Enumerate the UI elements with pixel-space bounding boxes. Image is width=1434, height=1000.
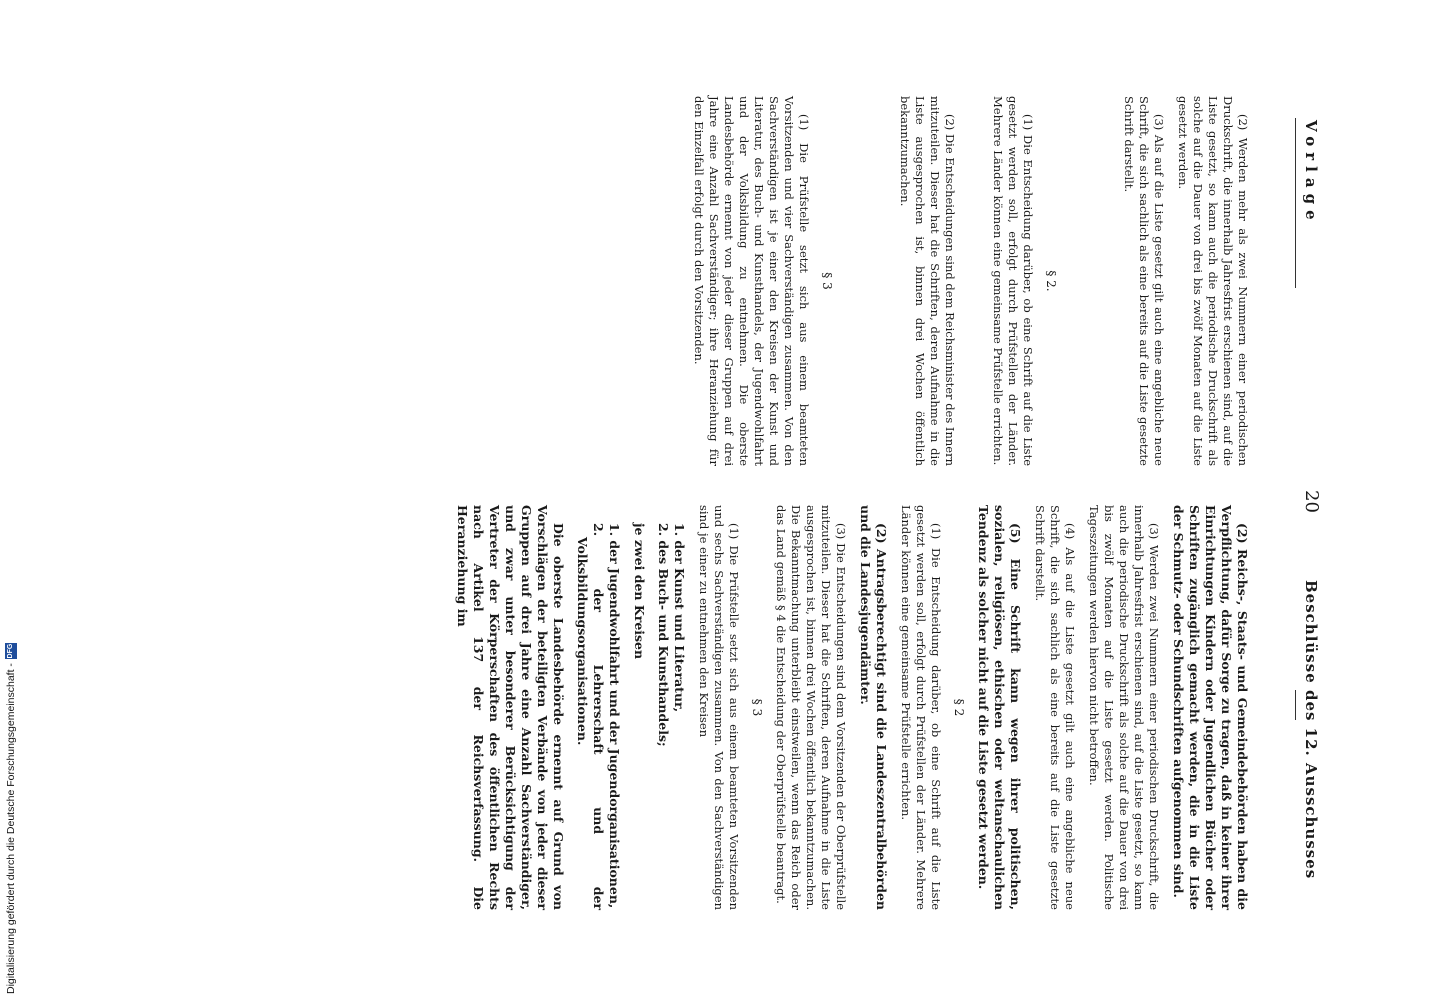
paragraph: (1) Die Entscheidung darüber, ob eine Schrift auf die Liste gesetzt werden soll, erfolgt durch Prüfstellen der Länder. Mehrere Länder können eine gemeinsame Prüfstelle errichten. [899, 505, 943, 910]
paragraph: (4) Als auf die Liste gesetzt gilt auch eine angebliche neue Schrift, die sich sachlich als eine bereits auf die Liste gesetzte Schrift darstellt. [1033, 505, 1077, 910]
right-column-beschluesse [445, 505, 1250, 910]
paragraph: (2) Antragsberechtigt sind die Landeszentralbehörden und die Landesjugendämter. [858, 505, 889, 910]
dfg-logo-icon: DFG [5, 643, 17, 659]
paragraph: (3) Werden zwei Nummern einer periodischen Druckschrift, die innerhalb Jahresfrist erschienen sind, auf die Liste gesetzt, so kann auch die periodische Druckschrift als solche auf die Dauer von drei bis zwölf Monaten auf die Liste gesetzt werden. Politische Tageszeitungen werden hiervon nicht betroffen. [1087, 505, 1161, 910]
list [655, 505, 687, 910]
credit-text: Digitalisierung gefördert durch die Deutsche Forschungsgemeinschaft - [5, 663, 17, 994]
paragraph: (3) Die Entscheidungen sind dem Vorsitzenden der Oberprüfstelle mitzuteilen. Dieser hat die Schriften, deren Aufnahme in die Liste ausgesprochen ist, binnen drei Wochen öffentlich bekanntzumachen. Die Bekanntmachung unterbleibt einstweilen, wenn das Reich oder das Land gemäß § 4 die Entscheidung der Oberprüfstelle beantragt. [774, 505, 848, 910]
header-left-title: Vorlage [1302, 120, 1320, 226]
page-number: 20 [1301, 490, 1322, 513]
header-right-title: Beschlüsse des 12. Ausschusses [1302, 580, 1320, 880]
list-item: 1. der Jugendwohlfahrt und der Jugendorganisationen, [607, 523, 622, 909]
paragraph: (5) Eine Schrift kann wegen ihrer politischen, sozialen, religiösen, ethischen oder weltanschaulichen Tendenz als solcher nicht auf die Liste gesetzt werden. [976, 505, 1023, 910]
paragraph: (2) Die Entscheidungen sind dem Reichsminister des Innern mitzuteilen. Dieser hat die Schriften, deren Aufnahme in die Liste ausgesprochen ist, binnen drei Wochen öffentlich bekanntzumachen. [898, 96, 957, 466]
section-heading: § 2. [1044, 270, 1058, 292]
document-page [80, 0, 1340, 1000]
paragraph: Die oberste Landesbehörde ernennt auf Grund von Vorschlägen der beteiligten Verbände von jeder dieser Gruppen auf drei Jahre eine Anzahl Sachverständiger, und zwar unter besonderer Berücksichtigung der Vertreter der Körperschaften des öffentlichen Rechts nach Artikel 137 der Reichsverfassung. Die Heranziehung im [455, 505, 566, 910]
paragraph: (1) Die Prüfstelle setzt sich aus einem beamteten Vorsitzenden und sechs Sachverständigen zusammen. Von den Sachverständigen sind je einer zu entnehmen den Kreisen [697, 505, 741, 910]
left-column-vorlage [682, 96, 1250, 466]
paragraph: (2) Werden mehr als zwei Nummern einer periodischen Druckschrift, die innerhalb Jahresfrist erschienen sind, auf die Liste gesetzt, so kann auch die periodische Druckschrift als solche auf die Dauer von drei bis zwölf Monaten auf die Liste gesetzt werden. [1176, 96, 1250, 466]
list [574, 505, 622, 910]
paragraph: (1) Die Prüfstelle setzt sich aus einem beamteten Vorsitzenden und vier Sachverständigen zusammen. Von den Sachverständigen ist je einer den Kreisen der Kunst und Literatur, des Buch- und Kunsthandels, der Jugendwohlfahrt und der Volksbildung zu entnehmen. Die oberste Landesbehörde ernennt von jeder dieser Gruppen auf drei Jahre eine Anzahl Sachverständiger; ihre Heranziehung für den Einzelfall erfolgt durch den Vorsitzenden. [692, 96, 811, 466]
header-right-rule [1295, 690, 1296, 720]
section-heading: § 2 [952, 698, 966, 717]
paragraph: (2) Reichs-, Staats- und Gemeindebehörden haben die Verpflichtung, dafür Sorge zu tragen, daß in keiner ihrer Einrichtungen Kindern oder Jugendlichen Bücher oder Schriften zugänglich gemacht werden, die in die Liste der Schmutz- oder Schundschriften aufgenommen sind. [1171, 505, 1250, 910]
list-item: 2. der Lehrerschaft und der Volksbildungsorganisationen. [575, 523, 606, 910]
list-item: 2. des Buch- und Kunsthandels; [656, 523, 671, 747]
digitization-credit [3, 643, 403, 1000]
paragraph: je zwei den Kreisen [632, 523, 647, 660]
section-heading: § 3 [820, 272, 834, 290]
section-heading: § 3 [750, 698, 764, 717]
page-header [1282, 0, 1322, 1000]
paragraph: (3) Als auf die Liste gesetzt gilt auch eine angebliche neue Schrift, die sich sachlich als eine bereits auf die Liste gesetzte Schrift darstellt. [1122, 96, 1166, 466]
paragraph: (1) Die Entscheidung darüber, ob eine Schrift auf die Liste gesetzt werden soll, erfolgt durch Prüfstellen der Länder. Mehrere Länder können eine gemeinsame Prüfstelle errichten. [991, 96, 1035, 466]
list-item: 1. der Kunst und Literatur, [672, 523, 687, 713]
header-left-rule [1295, 118, 1296, 288]
